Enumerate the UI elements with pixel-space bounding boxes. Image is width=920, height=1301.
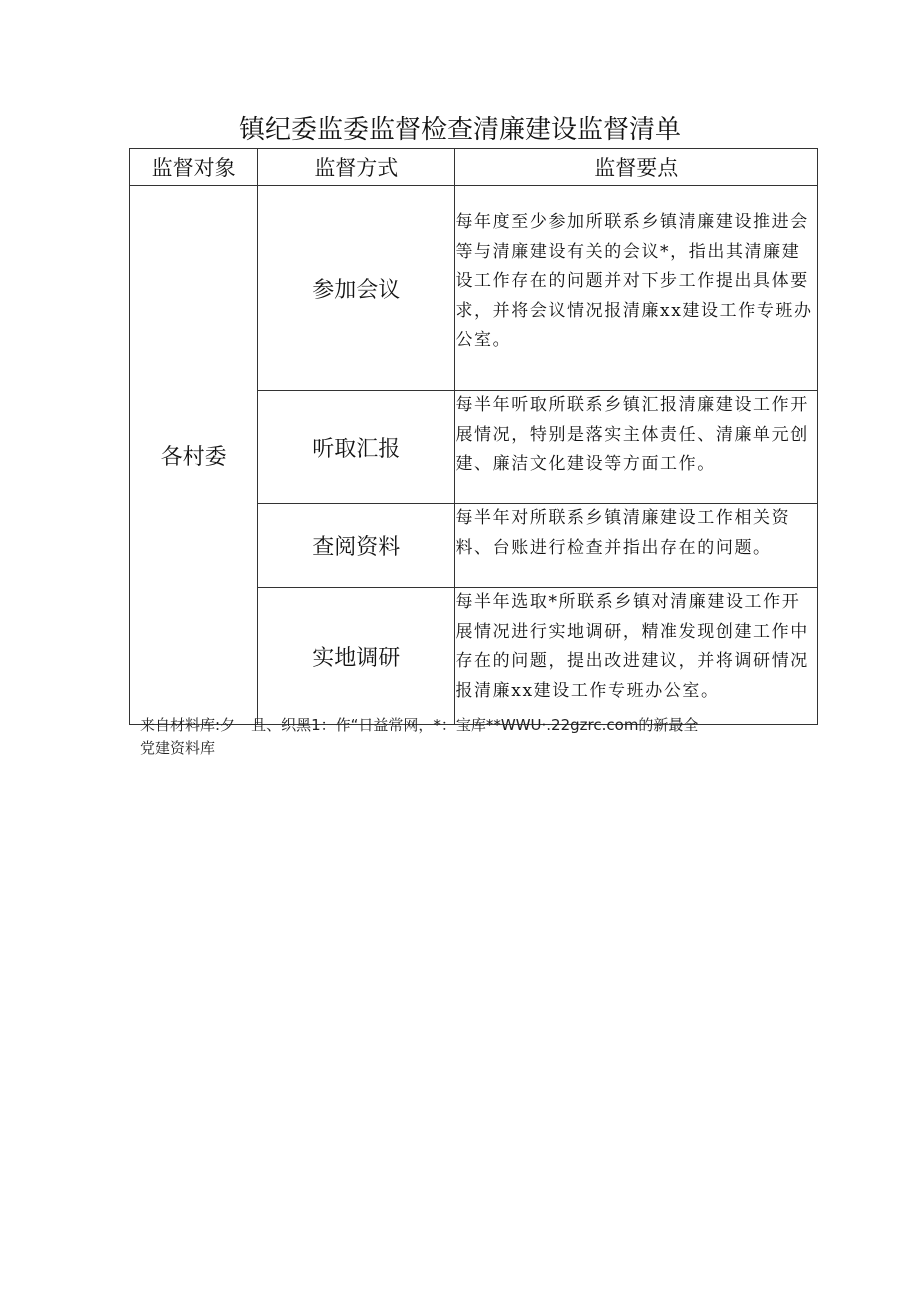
method-cell: 查阅资料	[258, 504, 455, 588]
footer-text-part2: 且、织黑1：作“日益常网，*：宝库**WWU·.22gzrc.com的新最全	[251, 716, 699, 734]
method-cell: 听取汇报	[258, 391, 455, 504]
target-cell: 各村委	[130, 186, 258, 725]
point-cell: 每年度至少参加所联系乡镇清廉建设推进会等与清廉建设有关的会议*，指出其清廉建设工作存在的问题并对下步工作提出具体要求，并将会议情况报清廉xx建设工作专班办公室。	[455, 186, 818, 391]
point-cell: 每半年听取所联系乡镇汇报清廉建设工作开展情况，特别是落实主体责任、清廉单元创建、廉洁文化建设等方面工作。	[455, 391, 818, 504]
point-cell: 每半年选取*所联系乡镇对清廉建设工作开展情况进行实地调研，精准发现创建工作中存在的问题，提出改进建议，并将调研情况报清廉xx建设工作专班办公室。	[455, 588, 818, 725]
source-footer	[140, 714, 698, 760]
footer-text-part1: 来自材料库:夕	[140, 716, 236, 734]
header-target: 监督对象	[130, 149, 258, 186]
header-points: 监督要点	[455, 149, 818, 186]
method-cell: 参加会议	[258, 186, 455, 391]
table-row	[130, 186, 818, 391]
supervision-table	[129, 148, 818, 725]
point-cell: 每半年对所联系乡镇清廉建设工作相关资料、台账进行检查并指出存在的问题。	[455, 504, 818, 588]
header-method: 监督方式	[258, 149, 455, 186]
table-header-row	[130, 149, 818, 186]
method-cell: 实地调研	[258, 588, 455, 725]
document-title: 镇纪委监委监督检查清廉建设监督清单	[238, 115, 681, 145]
footer-text-line2: 党建资料库	[140, 739, 216, 757]
